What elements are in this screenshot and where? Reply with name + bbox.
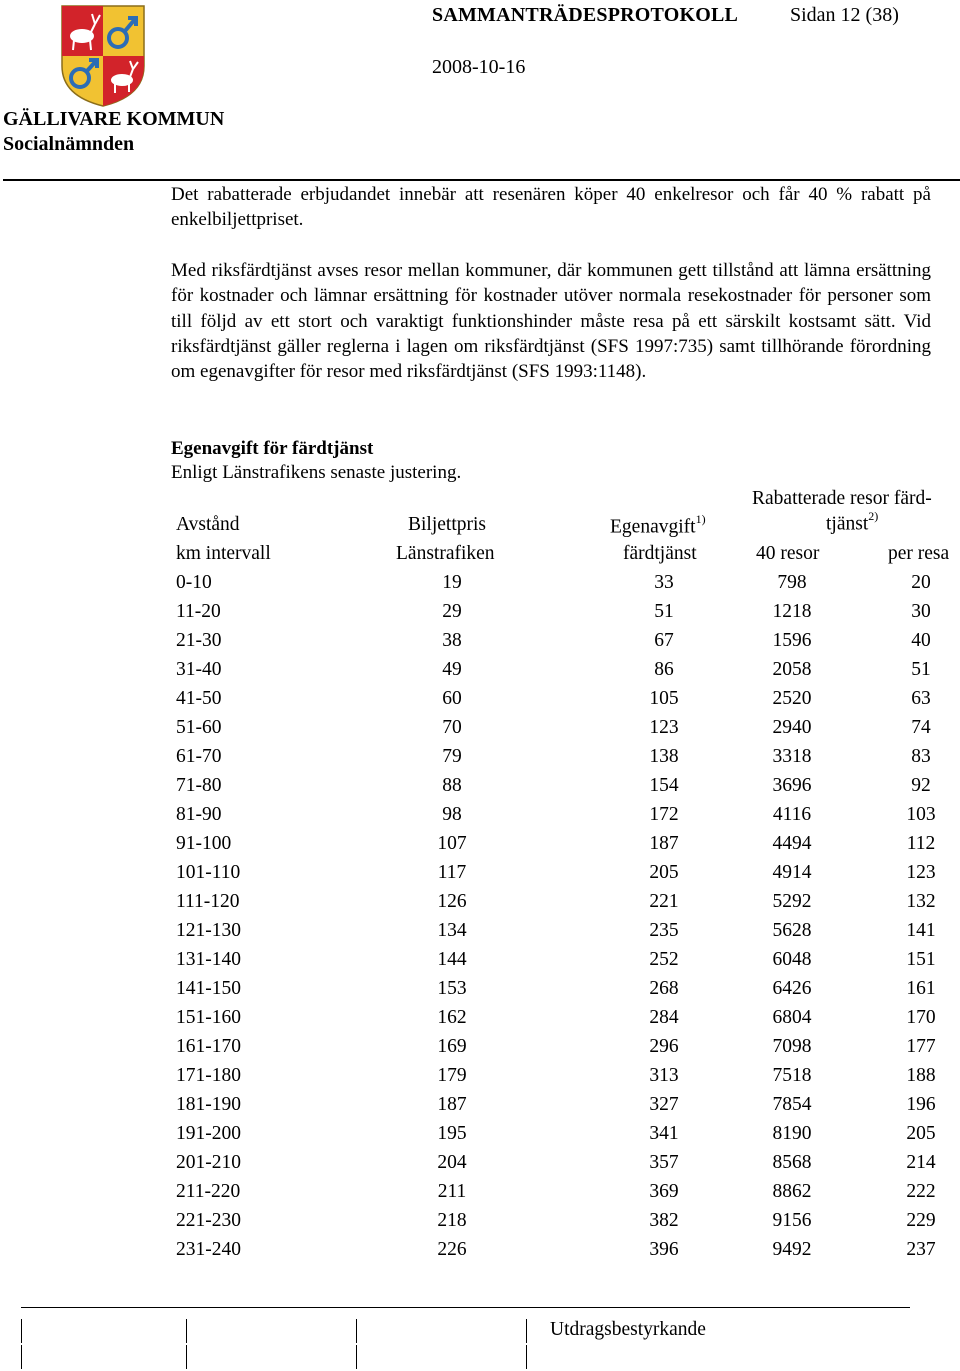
ticket-price-cell: 134 <box>437 920 467 941</box>
per-trip-cell: 237 <box>906 1239 936 1260</box>
fee-cell: 105 <box>649 688 679 709</box>
ticket-price-cell: 79 <box>442 746 462 767</box>
per-trip-cell: 30 <box>911 601 931 622</box>
municipality-name: GÄLLIVARE KOMMUN <box>3 108 225 130</box>
table-row <box>0 688 960 717</box>
forty-trips-cell: 6426 <box>772 978 812 999</box>
signature-box-divider <box>186 1319 187 1343</box>
distance-cell: 61-70 <box>176 746 222 767</box>
distance-cell: 21-30 <box>176 630 222 651</box>
fee-cell: 187 <box>649 833 679 854</box>
per-trip-cell: 123 <box>906 862 936 883</box>
forty-trips-cell: 4914 <box>772 862 812 883</box>
distance-cell: 91-100 <box>176 833 232 854</box>
ticket-price-cell: 49 <box>442 659 462 680</box>
distance-cell: 81-90 <box>176 804 222 825</box>
municipal-coat-of-arms-logo <box>60 4 146 108</box>
forty-trips-cell: 2940 <box>772 717 812 738</box>
distance-cell: 51-60 <box>176 717 222 738</box>
per-trip-cell: 132 <box>906 891 936 912</box>
table-row <box>0 572 960 601</box>
table-row <box>0 659 960 688</box>
committee-name: Socialnämnden <box>3 133 135 155</box>
table-row <box>0 746 960 775</box>
distance-cell: 31-40 <box>176 659 222 680</box>
ticket-price-cell: 88 <box>442 775 462 796</box>
forty-trips-cell: 4494 <box>772 833 812 854</box>
fee-cell: 252 <box>649 949 679 970</box>
distance-cell: 211-220 <box>176 1181 241 1202</box>
section-heading: Egenavgift för färdtjänst <box>171 438 374 459</box>
col-40-trips-subheader: 40 resor <box>756 543 820 564</box>
header-divider <box>3 179 960 181</box>
ticket-price-cell: 38 <box>442 630 462 651</box>
per-trip-cell: 20 <box>911 572 931 593</box>
fee-cell: 313 <box>649 1065 679 1086</box>
table-row <box>0 891 960 920</box>
certification-label: Utdragsbestyrkande <box>550 1319 706 1340</box>
ticket-price-cell: 204 <box>437 1152 467 1173</box>
distance-cell: 121-130 <box>176 920 241 941</box>
ticket-price-cell: 126 <box>437 891 467 912</box>
table-row <box>0 1239 960 1268</box>
forty-trips-cell: 7098 <box>772 1036 812 1057</box>
distance-cell: 181-190 <box>176 1094 241 1115</box>
table-row <box>0 949 960 978</box>
ticket-price-cell: 162 <box>437 1007 467 1028</box>
fee-cell: 138 <box>649 746 679 767</box>
fee-cell: 123 <box>649 717 679 738</box>
ticket-price-cell: 187 <box>437 1094 467 1115</box>
distance-cell: 221-230 <box>176 1210 241 1231</box>
signature-box-divider <box>356 1345 357 1369</box>
fee-cell: 327 <box>649 1094 679 1115</box>
ticket-price-cell: 29 <box>442 601 462 622</box>
fee-cell: 235 <box>649 920 679 941</box>
table-row <box>0 1181 960 1210</box>
distance-cell: 201-210 <box>176 1152 241 1173</box>
signature-box-divider <box>186 1345 187 1369</box>
table-row <box>0 1123 960 1152</box>
section-subheading: Enligt Länstrafikens senaste justering. <box>171 462 462 483</box>
per-trip-cell: 63 <box>911 688 931 709</box>
ticket-price-cell: 195 <box>437 1123 467 1144</box>
document-title: SAMMANTRÄDESPROTOKOLL <box>432 4 739 26</box>
distance-cell: 171-180 <box>176 1065 241 1086</box>
distance-cell: 231-240 <box>176 1239 241 1260</box>
per-trip-cell: 40 <box>911 630 931 651</box>
meeting-date: 2008-10-16 <box>432 56 526 78</box>
col-ticket-price-header: Biljettpris <box>408 514 486 535</box>
distance-cell: 111-120 <box>176 891 240 912</box>
forty-trips-cell: 9156 <box>772 1210 812 1231</box>
col-fee-header: Egenavgift$^{1)}$ <box>610 512 706 538</box>
per-trip-cell: 103 <box>906 804 936 825</box>
table-row <box>0 862 960 891</box>
per-trip-cell: 188 <box>906 1065 936 1086</box>
per-trip-cell: 214 <box>906 1152 936 1173</box>
per-trip-cell: 112 <box>906 833 936 854</box>
fee-cell: 341 <box>649 1123 679 1144</box>
fee-cell: 33 <box>654 572 674 593</box>
fee-cell: 396 <box>649 1239 679 1260</box>
fee-cell: 51 <box>654 601 674 622</box>
signature-box-divider <box>526 1345 527 1369</box>
distance-cell: 131-140 <box>176 949 241 970</box>
ticket-price-cell: 107 <box>437 833 467 854</box>
table-row <box>0 1210 960 1239</box>
table-row <box>0 804 960 833</box>
per-trip-cell: 196 <box>906 1094 936 1115</box>
forty-trips-cell: 6804 <box>772 1007 812 1028</box>
distance-cell: 71-80 <box>176 775 222 796</box>
signature-box-divider <box>21 1319 22 1343</box>
fee-cell: 221 <box>649 891 679 912</box>
forty-trips-cell: 2520 <box>772 688 812 709</box>
forty-trips-cell: 6048 <box>772 949 812 970</box>
per-trip-cell: 205 <box>906 1123 936 1144</box>
ticket-price-cell: 226 <box>437 1239 467 1260</box>
per-trip-cell: 170 <box>906 1007 936 1028</box>
per-trip-cell: 151 <box>906 949 936 970</box>
col-distance-subheader: km intervall <box>176 543 271 564</box>
distance-cell: 11-20 <box>176 601 221 622</box>
distance-cell: 101-110 <box>176 862 241 883</box>
signature-box-divider <box>356 1319 357 1343</box>
per-trip-cell: 74 <box>911 717 931 738</box>
ticket-price-cell: 117 <box>437 862 467 883</box>
forty-trips-cell: 8190 <box>772 1123 812 1144</box>
group-header-line1: Rabatterade resor färd- <box>752 488 932 509</box>
forty-trips-cell: 3318 <box>772 746 812 767</box>
table-row <box>0 1094 960 1123</box>
fee-cell: 86 <box>654 659 674 680</box>
ticket-price-cell: 98 <box>442 804 462 825</box>
forty-trips-cell: 8862 <box>772 1181 812 1202</box>
forty-trips-cell: 5292 <box>772 891 812 912</box>
ticket-price-cell: 179 <box>437 1065 467 1086</box>
fee-cell: 205 <box>649 862 679 883</box>
forty-trips-cell: 3696 <box>772 775 812 796</box>
table-row <box>0 717 960 746</box>
per-trip-cell: 92 <box>911 775 931 796</box>
table-row <box>0 833 960 862</box>
signature-box-divider <box>21 1345 22 1369</box>
forty-trips-cell: 4116 <box>772 804 812 825</box>
table-row <box>0 978 960 1007</box>
distance-cell: 141-150 <box>176 978 241 999</box>
group-header-line2: tjänst$^{2)}$ <box>826 509 879 535</box>
col-per-trip-subheader: per resa <box>888 543 950 564</box>
per-trip-cell: 222 <box>906 1181 936 1202</box>
ticket-price-cell: 153 <box>437 978 467 999</box>
riksfardtjanst-paragraph: Med riksfärdtjänst avses resor mellan kommuner, där kommunen gett tillstånd att lämna ersättning för kostnader och lämnar ersättning för kostnader utöver normala resekostnader för personer som till följd av ett stort och varaktigt funktionshinder måste resa på ett särskilt kostsamt sätt. Vid riksfärdtjänst gäller reglerna i lagen om riksfärdtjänst (SFS 1997:735) samt tillhörande förordning om egenavgifter för resor med riksfärdtjänst (SFS 1993:1148). <box>171 260 931 383</box>
forty-trips-cell: 798 <box>777 572 807 593</box>
forty-trips-cell: 7518 <box>772 1065 812 1086</box>
forty-trips-cell: 7854 <box>772 1094 812 1115</box>
table-row <box>0 1065 960 1094</box>
fee-cell: 172 <box>649 804 679 825</box>
footer-divider <box>21 1307 910 1308</box>
table-row <box>0 630 960 659</box>
distance-cell: 41-50 <box>176 688 222 709</box>
fee-cell: 284 <box>649 1007 679 1028</box>
table-row <box>0 1007 960 1036</box>
per-trip-cell: 141 <box>906 920 936 941</box>
table-row <box>0 1152 960 1181</box>
per-trip-cell: 51 <box>911 659 931 680</box>
forty-trips-cell: 9492 <box>772 1239 812 1260</box>
table-row <box>0 920 960 949</box>
fee-cell: 268 <box>649 978 679 999</box>
table-row <box>0 1036 960 1065</box>
ticket-price-cell: 211 <box>437 1181 467 1202</box>
table-row <box>0 775 960 804</box>
ticket-price-cell: 19 <box>442 572 462 593</box>
fee-cell: 67 <box>654 630 674 651</box>
forty-trips-cell: 5628 <box>772 920 812 941</box>
distance-cell: 151-160 <box>176 1007 241 1028</box>
fee-cell: 382 <box>649 1210 679 1231</box>
organization-block <box>3 107 224 157</box>
page-number: Sidan 12 (38) <box>790 4 899 26</box>
col-distance-header: Avstånd <box>176 514 240 535</box>
per-trip-cell: 161 <box>906 978 936 999</box>
col-fee-subheader: färdtjänst <box>623 543 697 564</box>
ticket-price-cell: 70 <box>442 717 462 738</box>
ticket-price-cell: 144 <box>437 949 467 970</box>
per-trip-cell: 83 <box>911 746 931 767</box>
table-row <box>0 601 960 630</box>
ticket-price-cell: 169 <box>437 1036 467 1057</box>
fee-cell: 357 <box>649 1152 679 1173</box>
fee-cell: 296 <box>649 1036 679 1057</box>
fee-cell: 154 <box>649 775 679 796</box>
per-trip-cell: 229 <box>906 1210 936 1231</box>
distance-cell: 161-170 <box>176 1036 241 1057</box>
forty-trips-cell: 1218 <box>772 601 812 622</box>
distance-cell: 191-200 <box>176 1123 241 1144</box>
fee-cell: 369 <box>649 1181 679 1202</box>
col-ticket-price-subheader: Länstrafiken <box>396 543 495 564</box>
forty-trips-cell: 8568 <box>772 1152 812 1173</box>
forty-trips-cell: 2058 <box>772 659 812 680</box>
ticket-price-cell: 218 <box>437 1210 467 1231</box>
distance-cell: 0-10 <box>176 572 212 593</box>
discount-offer-paragraph: Det rabatterade erbjudandet innebär att resenären köper 40 enkelresor och får 40 % rabatt på enkelbiljettpriset. <box>171 184 931 231</box>
signature-box-divider <box>526 1319 527 1343</box>
ticket-price-cell: 60 <box>442 688 462 709</box>
per-trip-cell: 177 <box>906 1036 936 1057</box>
forty-trips-cell: 1596 <box>772 630 812 651</box>
